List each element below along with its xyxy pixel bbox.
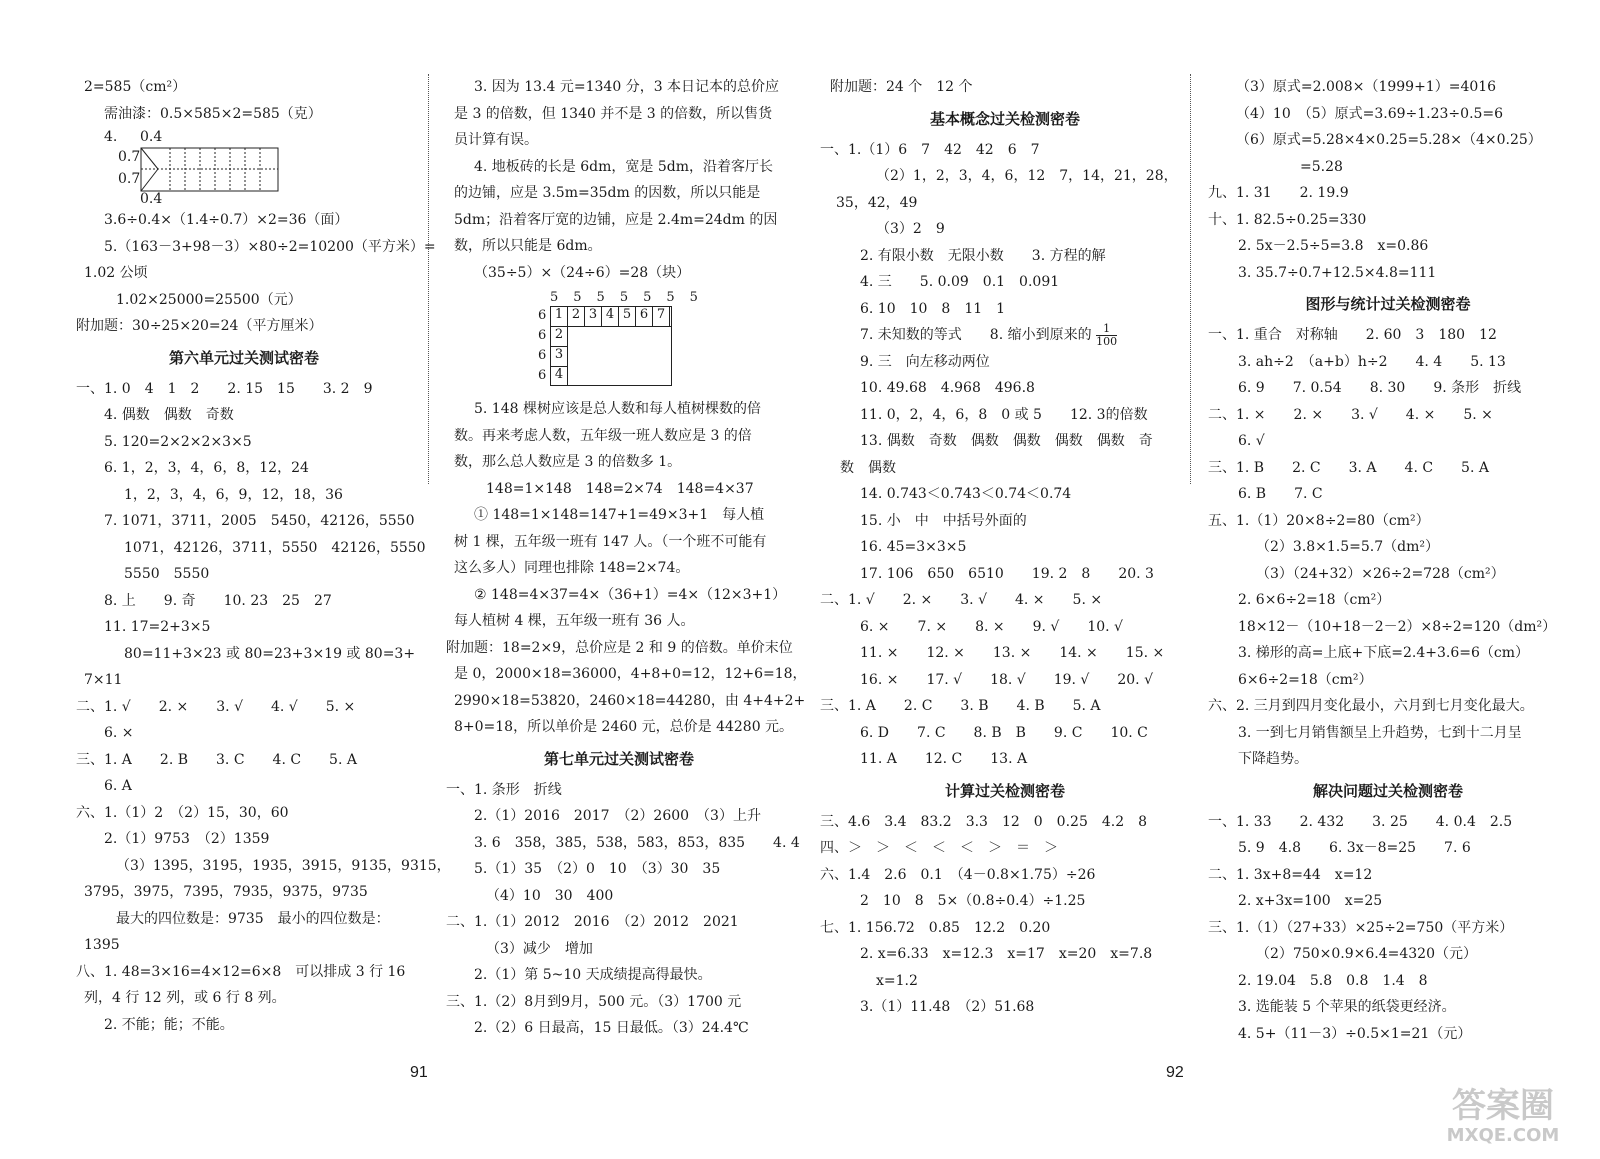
tile-grid-figure: [446, 286, 792, 396]
column-3: [820, 74, 1190, 1021]
text-line: 6. × 7. × 8. × 9. √ 10. √: [860, 618, 1123, 635]
text-line: 1395: [84, 937, 120, 953]
text-line: 7. 1071，3711，2005 5450，42126，5550: [104, 513, 415, 529]
text-line: 11. × 12. × 13. × 14. × 15. ×: [860, 645, 1165, 661]
grid-first-row: [551, 307, 671, 327]
text-line: 6. D 7. C 8. B B 9. C 10. C: [860, 724, 1148, 741]
text-fragment: 7. 未知数的等式 8. 缩小到原来的: [860, 327, 1092, 343]
grid-side-label: 6: [538, 368, 547, 383]
text-line: 六、1.（1）2 （2）15，30，60: [76, 804, 289, 821]
text-line: 6. B 7. C: [1238, 486, 1323, 502]
grid-cell: 5: [619, 307, 636, 326]
grid-side-label: 6: [538, 328, 547, 343]
text-line: 18×12－（10+18－2－2）×8÷2=120（dm²）: [1238, 618, 1557, 635]
text-line: 2=585（cm²）: [84, 79, 187, 95]
text-line: 5.（163－3+98－3）×80÷2=10200（平方米）=: [104, 238, 436, 255]
text-line: 4. 地板砖的长是 6dm，宽是 5dm，沿着客厅长: [474, 158, 773, 175]
watermark-logo: [1418, 1087, 1588, 1151]
text-line: 2990×18=53820，2460×18=44280，由 4+4+2+: [454, 692, 806, 709]
text-line: 树 1 棵，五年级一班有 147 人。（一个班不可能有: [454, 533, 767, 550]
text-line: 三、1. A 2. B 3. C 4. C 5. A: [76, 751, 357, 768]
column-4: [1208, 74, 1568, 1047]
text-line: 2.（1）9753 （2）1359: [104, 831, 270, 847]
text-line: 6. 9 7. 0.54 8. 30 9. 条形 折线: [1238, 380, 1522, 396]
text-line: 的边铺，应是 3.5m=35dm 的因数，所以只能是: [454, 185, 761, 201]
text-line: （2）750×0.9×6.4=4320（元）: [1256, 946, 1477, 962]
text-line: 3.（1）11.48 （2）51.68: [860, 999, 1035, 1015]
text-line: 6. A: [104, 778, 132, 794]
text-line: 九、1. 31 2. 19.9: [1208, 185, 1349, 201]
section-heading: 第七单元过关测试密卷: [543, 749, 694, 768]
grid-side-label: 6: [538, 348, 547, 363]
page-number-right: 92: [1166, 1064, 1184, 1081]
text-line: 16. × 17. √ 18. √ 19. √ 20. √: [860, 671, 1153, 688]
text-line: （3）（24+32）×26÷2=728（cm²）: [1256, 565, 1505, 582]
text-line: [820, 322, 1190, 349]
grid-cell: 4: [602, 307, 619, 326]
text-line: （2）1，2，3，4，6，12 7，14，21，28，: [876, 168, 1178, 184]
grid-top-labels: 5 5 5 5 5 5 5: [550, 290, 699, 305]
text-line: 3. 选能装 5 个苹果的纸袋更经济。: [1238, 999, 1456, 1015]
grid-cell: 2: [551, 327, 568, 347]
text-line: 员计算有误。: [454, 132, 538, 148]
text-line: （3）1395，3195，1935，3915，9135，9315，: [116, 857, 451, 874]
text-line: 4. 偶数 偶数 奇数: [104, 407, 234, 423]
text-line: 148=1×148 148=2×74 148=4×37: [486, 480, 754, 497]
text-line: 11. 17=2+3×5: [104, 619, 211, 635]
text-line: 3.6÷0.4×（1.4÷0.7）×2=36（面）: [104, 212, 349, 228]
text-line: 11. 0，2，4，6，8 0 或 5 12. 3的倍数: [860, 406, 1148, 423]
text-line: 8. 上 9. 奇 10. 23 25 27: [104, 592, 332, 609]
text-line: 一、1.（1）6 7 42 42 6 7: [820, 141, 1040, 158]
grid-box: [550, 306, 672, 386]
text-line: 5dm；沿着客厅宽的边铺，应是 2.4m=24dm 的因: [454, 211, 778, 228]
column-1: [76, 74, 451, 1038]
fraction-numerator: 1: [1103, 321, 1111, 335]
text-line: 二、1. 3x+8=44 x=12: [1208, 866, 1373, 883]
text-line: 6×6÷2=18（cm²）: [1238, 671, 1373, 688]
grid-cell: 1: [551, 307, 568, 326]
section-heading: 第六单元过关测试密卷: [168, 348, 319, 367]
rectangle-diagram: [140, 147, 280, 193]
figure-label-left: 0.7: [118, 171, 141, 187]
rectangle-figure: [76, 127, 412, 207]
text-line: 一、1. 33 2. 432 3. 25 4. 0.4 2.5: [1208, 813, 1513, 830]
text-line: 2. 19.04 5.8 0.8 1.4 8: [1238, 972, 1428, 989]
text-line: 14. 0.743＜0.7̇43̇＜0.74̇＜0.7̇4̇: [860, 486, 1072, 502]
text-line: 4. 三 5. 0.09̇ 0.1 0.091: [860, 274, 1060, 290]
text-line: 二、1. √ 2. × 3. √ 4. √ 5. ×: [76, 698, 356, 715]
text-line: 11. A 12. C 13. A: [860, 751, 1028, 767]
text-line: 下降趋势。: [1238, 751, 1308, 767]
text-line: 3. 因为 13.4 元=1340 分，3 本日记本的总价应: [474, 79, 780, 95]
text-line: 5. 9 4.8 6. 3x－8=25 7. 6: [1238, 840, 1471, 856]
text-line: 1.02×25000=25500（元）: [116, 291, 302, 308]
text-line: 3. 梯形的高=上底+下底=2.4+3.6=6（cm）: [1238, 645, 1530, 661]
section-heading: 解决问题过关检测密卷: [1312, 781, 1463, 800]
text-line: 1.02 公顷: [84, 265, 148, 281]
text-line: 数，那么总人数应是 3 的倍数多 1。: [454, 454, 682, 470]
text-line: 最大的四位数是：9735 最小的四位数是：: [116, 910, 390, 927]
text-line: 2. x+3x=100 x=25: [1238, 893, 1383, 909]
column-separator-left: [428, 74, 429, 484]
grid-cell: 7: [653, 307, 670, 326]
grid-cell: 3: [551, 347, 568, 367]
figure-label-top: 0.4: [140, 129, 163, 145]
grid-cell: 2: [568, 307, 585, 326]
column-2: [446, 74, 807, 1042]
text-line: 2. x=6.33 x=12.3 x=17 x=20 x=7.8: [860, 946, 1153, 962]
text-line: 二、1. √ 2. × 3. √ 4. × 5. ×: [820, 592, 1103, 608]
text-line: 一、1. 条形 折线: [446, 781, 562, 798]
text-line: 3795，3975，7395，7935，9375，9735: [84, 884, 368, 900]
text-line: 3. 一到七月销售额呈上升趋势，七到十二月呈: [1238, 724, 1522, 741]
text-line: 二、1. × 2. × 3. √ 4. × 5. ×: [1208, 406, 1493, 423]
text-line: 附加题：18=2×9，总价应是 2 和 9 的倍数。单价末位: [446, 639, 793, 656]
text-line: 数。再来考虑人数，五年级一班人数应是 3 的倍: [454, 427, 752, 444]
text-line: 附加题：30÷25×20=24（平方厘米）: [76, 318, 323, 334]
text-line: 这么多人）同理也排除 148=2×74。: [454, 560, 690, 576]
grid-cell: 3: [585, 307, 602, 326]
text-line: 6. √: [1238, 433, 1265, 449]
text-line: 16. 45=3×3×5: [860, 539, 967, 555]
text-line: 6. 10 10 8 11 1: [860, 300, 1006, 317]
text-line: （4）10 30 400: [486, 887, 614, 904]
section-heading: 计算过关检测密卷: [944, 781, 1065, 800]
text-line: （4）10 （5）原式=3.69÷1.23÷0.5=6: [1236, 105, 1504, 122]
text-line: 三、1. B 2. C 3. A 4. C 5. A: [1208, 459, 1489, 476]
column-separator-right: [1190, 74, 1191, 484]
text-line: 2.（1）第 5~10 天成绩提高得最快。: [474, 967, 712, 983]
figure-label-left: 0.7: [118, 149, 141, 165]
figure-label-bottom: 0.4: [140, 191, 163, 207]
text-line: 每人植树 4 棵，五年级一班有 36 人。: [454, 613, 695, 629]
text-line: 三、1.（1）（27+33）×25÷2=750（平方米）: [1208, 919, 1514, 936]
text-line: 七、1. 156.72 0.85 12.2 0.20: [820, 919, 1051, 936]
grid-cell: 6: [636, 307, 653, 326]
text-line: ② 148=4×37=4×（36+1）=4×（12×3+1）: [474, 586, 787, 603]
text-line: 2 10 8 5×（0.8÷0.4）÷1.25: [860, 893, 1086, 909]
section-heading: 基本概念过关检测密卷: [929, 109, 1080, 128]
text-line: 一、1. 重合 对称轴 2. 60 3 180 12: [1208, 327, 1497, 343]
text-line: 2. 5x－2.5÷5=3.8 x=0.86: [1238, 238, 1429, 254]
text-line: 八、1. 48=3×16=4×12=6×8 可以排成 3 行 16: [76, 963, 406, 980]
text-line: 列，4 行 12 列，或 6 行 8 列。: [84, 990, 286, 1006]
text-line: 六、2. 三月到四月变化最小，六月到七月变化最大。: [1208, 698, 1534, 714]
text-line: 17. 106 650 6510 19. 2 8 20. 3: [860, 565, 1154, 582]
text-line: 13. 偶数 奇数 偶数 偶数 偶数 偶数 奇: [860, 433, 1153, 449]
text-line: =5.28: [1300, 158, 1343, 175]
fraction: [1096, 323, 1117, 348]
text-line: 8+0=18，所以单价是 2460 元，总价是 44280 元。: [454, 719, 794, 735]
fraction-denominator: 100: [1096, 334, 1118, 348]
text-line: 四、＞ ＞ ＜ ＜ ＜ ＞ ＝ ＞: [820, 840, 1058, 856]
text-line: （2）3.8×1.5=5.7（dm²）: [1256, 539, 1440, 555]
text-line: 需油漆：0.5×585×2=585（克）: [104, 105, 322, 122]
text-line: 80=11+3×23 或 80=23+3×19 或 80=3+: [124, 645, 416, 662]
text-line: 附加题：24 个 12 个: [830, 79, 973, 95]
text-line: 三、4.6 3.4 83.2 3.3 12 0 0.25 4.2 8: [820, 813, 1148, 830]
text-line: 6. 1，2，3，4，6，8，12，24: [104, 460, 309, 476]
text-line: x=1.2: [876, 972, 918, 989]
text-line: 5.（1）35 （2）0 10 （3）30 35: [474, 861, 721, 877]
text-line: 一、1. 0 4 1 2 2. 15 15 3. 2 9: [76, 380, 373, 397]
text-line: 6. ×: [104, 725, 134, 741]
text-line: 十、1. 82.5÷0.25=330: [1208, 211, 1367, 228]
text-line: 数，所以只能是 6dm。: [454, 238, 602, 254]
section-heading: 图形与统计过关检测密卷: [1305, 295, 1471, 313]
text-line: 5. 148 棵树应该是总人数和每人植树棵数的倍: [474, 401, 761, 417]
text-line: 五、1.（1）20×8÷2=80（cm²）: [1208, 512, 1430, 529]
text-line: 三、1.（2）8月到9月，500 元。（3）1700 元: [446, 993, 742, 1010]
text-line: 是 0，2000×18=36000，4+8+0=12，12+6=18，: [454, 666, 807, 682]
text-line: 15. 小 中 中括号外面的: [860, 512, 1027, 529]
text-line: 4. 5+（11－3）÷0.5×1=21（元）: [1238, 1025, 1472, 1042]
text-line: （3）减少 增加: [486, 940, 593, 957]
text-line: 1071，42126，3711，5550 42126，5550: [124, 539, 426, 556]
text-line: 2. 6×6÷2=18（cm²）: [1238, 592, 1391, 608]
text-line: 2. 不能；能；不能。: [104, 1016, 234, 1033]
watermark-url: MXQE.COM: [1446, 1125, 1560, 1146]
page-number-left: 91: [410, 1064, 428, 1081]
figure-number: 4.: [104, 129, 118, 145]
text-line: 是 3 的倍数，但 1340 并不是 3 的倍数，所以售货: [454, 105, 773, 122]
text-line: 35，42，49: [836, 194, 918, 211]
text-line: 3. ah÷2 （a+b）h÷2 4. 4 5. 13: [1238, 353, 1506, 370]
text-line: （35÷5）×（24÷6）=28（块）: [474, 264, 691, 281]
grid-cell: 4: [551, 367, 568, 386]
grid-side-label: 6: [538, 308, 547, 323]
text-line: ① 148=1×148=147+1=49×3+1 每人植: [474, 507, 765, 523]
text-line: 三、1. A 2. C 3. B 4. B 5. A: [820, 698, 1101, 714]
text-line: 5550 5550: [124, 566, 210, 582]
text-line: 3. 6 358，385，538，583，853，835 4. 4: [474, 834, 800, 851]
text-line: 3. 35.7÷0.7+12.5×4.8=111: [1238, 264, 1437, 281]
text-line: （3）原式=2.008×（1999+1）=4016: [1236, 79, 1497, 95]
text-line: （3）2 9: [876, 221, 945, 237]
text-line: 2. 有限小数 无限小数 3. 方程的解: [860, 247, 1106, 264]
text-line: 7×11: [84, 672, 123, 688]
text-line: 9. 三 向左移动两位: [860, 353, 990, 370]
text-line: 10. 49.68 4.968 496.8: [860, 380, 1035, 396]
text-line: 数 偶数: [840, 459, 896, 476]
watermark-text: 答案圈: [1452, 1086, 1554, 1126]
text-line: （6）原式=5.28×4×0.25=5.28×（4×0.25）: [1236, 132, 1542, 148]
text-line: 1，2，3，4，6，9，12，18，36: [124, 486, 343, 503]
text-line: 二、1.（1）2012 2016 （2）2012 2021: [446, 914, 739, 930]
text-line: 2.（2）6 日最高，15 日最低。（3）24.4℃: [474, 1020, 749, 1036]
text-line: 2.（1）2016 2017 （2）2600 （3）上升: [474, 808, 761, 824]
text-line: 六、1.4 2.6 0.1 （4－0.8×1.75）÷26: [820, 866, 1096, 883]
text-line: 5. 120=2×2×2×3×5: [104, 433, 252, 450]
